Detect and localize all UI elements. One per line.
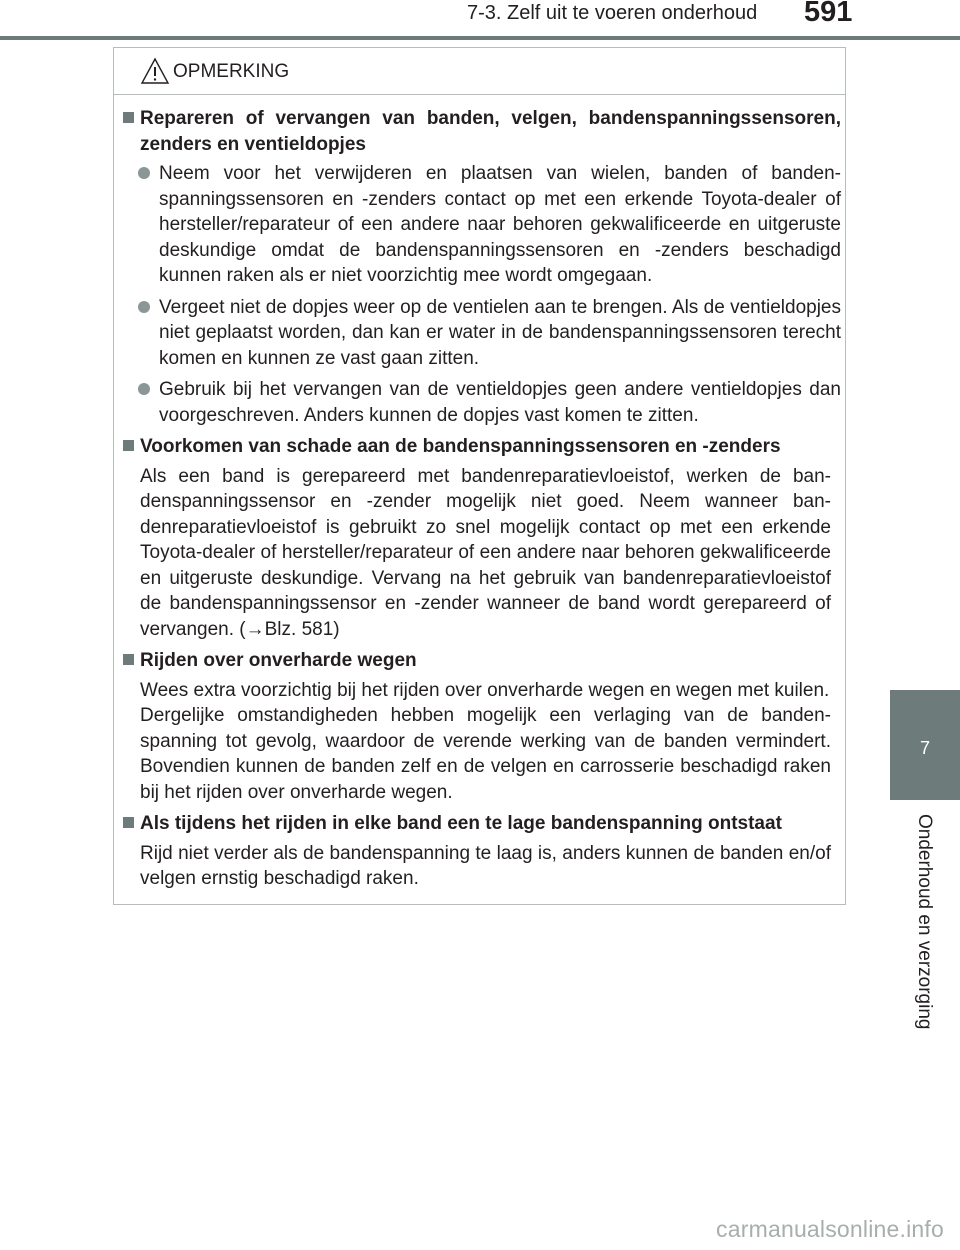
round-bullet-icon (138, 301, 150, 313)
list-item-text: Neem voor het verwijderen en plaatsen van wielen, banden of bandenspanningssensoren en -zenders contact op met een erkende Toyota-dealer of hersteller/reparateur of een andere naar behoren gekwalificeerde en uitgeruste deskundige omdat de bandenspanningssensoren en -zenders beschadigd kunnen raken als er niet voorzichtig mee wordt omgegaan. (159, 163, 841, 286)
note-box (113, 47, 846, 905)
list-item (138, 377, 841, 428)
note-content (123, 106, 841, 898)
topic-title: Voorkomen van schade aan de bandenspanningssensoren en -zenders (140, 436, 781, 457)
list-item-text: Vergeet niet de dopjes weer op de ventielen aan te brengen. Als de ventieldopjes niet geplaatst worden, dan kan er water in de bandenspanningssensoren terecht komen en kunnen ze vast gaan zitten. (159, 296, 841, 369)
topic-low-pressure (123, 811, 841, 892)
round-bullet-icon (138, 383, 150, 395)
paragraph: Wees extra voorzichtig bij het rijden over onverharde wegen en wegen met kuilen. (140, 679, 830, 701)
square-bullet-icon (123, 654, 134, 665)
chapter-title: Onderhoud en verzorging (914, 814, 935, 1030)
topic-prevent-damage (123, 434, 841, 642)
topic-unpaved-roads (123, 648, 841, 805)
warning-triangle-icon (140, 57, 170, 85)
topic-title: Rijden over onverharde wegen (140, 650, 417, 671)
paragraph: Dergelijke omstandigheden hebben mogelijk een verlaging van de bandenspanning tot gevolg, waardoor de verende werking van de banden vermindert. Bovendien kunnen de banden zelf en de velgen en carrosserie beschadigd raken bij het rijden over onverharde wegen. (140, 705, 831, 803)
square-bullet-icon (123, 112, 134, 123)
page-number: 591 (804, 0, 853, 28)
section-title: 7-3. Zelf uit te voeren onderhoud (467, 2, 758, 24)
round-bullet-icon (138, 167, 150, 179)
watermark: carmanualsonline.info (716, 1216, 944, 1242)
chapter-number: 7 (919, 738, 930, 758)
note-header (114, 48, 845, 95)
topic-title: Repareren of vervangen van banden, velgen, bandenspanningssensoren, zenders en ventieldopjes (140, 108, 841, 155)
square-bullet-icon (123, 440, 134, 451)
paragraph: Rijd niet verder als de bandenspanning te laag is, anders kunnen de banden en/of velgen ernstig beschadigd raken. (140, 842, 831, 889)
list-item (138, 295, 841, 372)
list-item (138, 161, 841, 289)
header-rule (0, 36, 960, 40)
topic-repair (123, 106, 841, 428)
paragraph: Als een band is gerepareerd met bandenreparatievloeistof, werken de bandenspanningssensor en -zender mogelijk niet goed. Neem wanneer bandenreparatievloeistof is gebruikt zo snel mogelijk contact op met een erkende Toyota-dealer of hersteller/reparateur of een andere naar behoren gekwalificeerde en uitgeruste deskundige. Vervang na het gebruik van bandenreparatievloeistof de bandenspanningssensor en -zender wanneer de band wordt gerepareerd of vervangen. (→Blz. 581) (140, 465, 831, 640)
page-header (0, 0, 960, 38)
note-label: OPMERKING (173, 61, 290, 82)
list-item-text: Gebruik bij het vervangen van de ventieldopjes geen andere ventieldopjes dan voorgeschreven. Anders kunnen de dopjes vast komen te zitten. (159, 379, 841, 426)
topic-title: Als tijdens het rijden in elke band een te lage bandenspanning ontstaat (140, 813, 782, 834)
square-bullet-icon (123, 817, 134, 828)
